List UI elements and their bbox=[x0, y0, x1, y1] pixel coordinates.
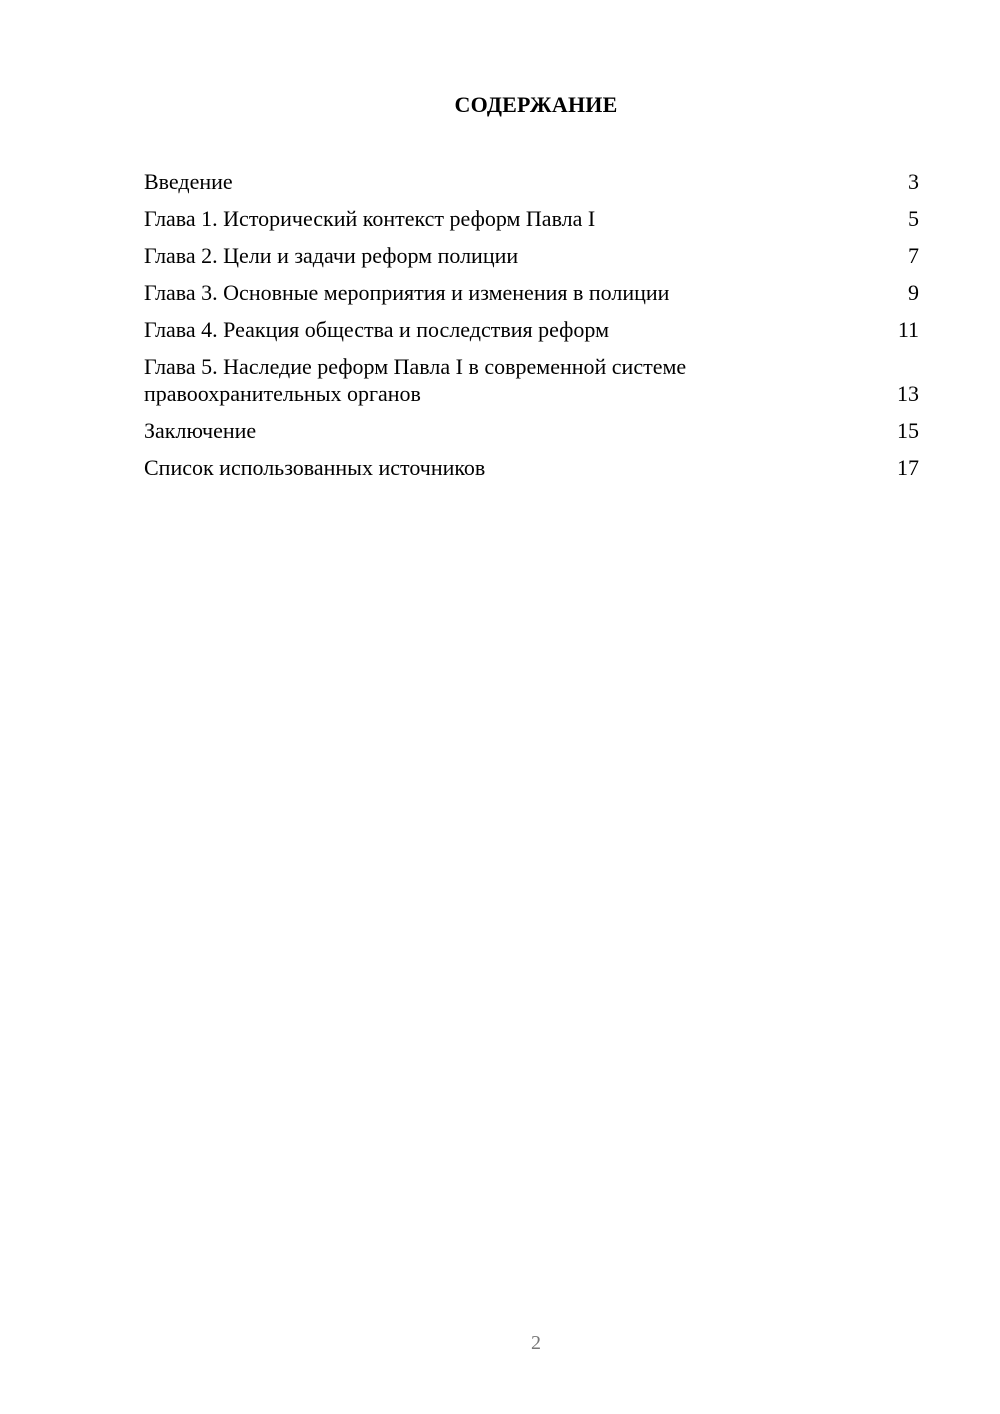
toc-entry-page: 7 bbox=[908, 243, 919, 268]
toc-entry-chapter-4[interactable] bbox=[144, 316, 919, 343]
toc-entry-page: 13 bbox=[897, 381, 919, 406]
toc-entry-chapter-5[interactable] bbox=[144, 353, 919, 407]
toc-entry-page: 3 bbox=[908, 169, 919, 194]
toc-entry-page: 5 bbox=[908, 206, 919, 231]
toc-entry-introduction[interactable] bbox=[144, 168, 919, 195]
toc-entry-page: 11 bbox=[897, 317, 919, 342]
toc-entry-label: Глава 2. Цели и задачи реформ полиции bbox=[144, 243, 519, 268]
page-title: СОДЕРЖАНИЕ bbox=[454, 92, 618, 117]
toc-entry-label: Заключение bbox=[144, 418, 257, 443]
toc-entry-page: 9 bbox=[908, 280, 919, 305]
toc-entry-references[interactable] bbox=[144, 454, 919, 481]
toc-entry-label: Введение bbox=[144, 169, 233, 194]
toc-entry-chapter-3[interactable] bbox=[144, 279, 919, 306]
page-number: 2 bbox=[531, 1332, 541, 1354]
toc-entry-page: 15 bbox=[897, 418, 919, 443]
toc-entry-label: Список использованных источников bbox=[144, 455, 486, 480]
toc-entry-label: Глава 4. Реакция общества и последствия реформ bbox=[144, 317, 609, 342]
toc-entry-label: Глава 5. Наследие реформ Павла I в современной системе правоохранительных органов bbox=[144, 354, 687, 406]
toc-entry-label: Глава 1. Исторический контекст реформ Павла I bbox=[144, 206, 596, 231]
toc-entry-chapter-2[interactable] bbox=[144, 242, 919, 269]
toc-entry-label: Глава 3. Основные мероприятия и изменения в полиции bbox=[144, 280, 670, 305]
table-of-contents bbox=[144, 168, 919, 491]
toc-entry-page: 17 bbox=[897, 455, 919, 480]
toc-entry-chapter-1[interactable] bbox=[144, 205, 919, 232]
toc-entry-conclusion[interactable] bbox=[144, 417, 919, 444]
